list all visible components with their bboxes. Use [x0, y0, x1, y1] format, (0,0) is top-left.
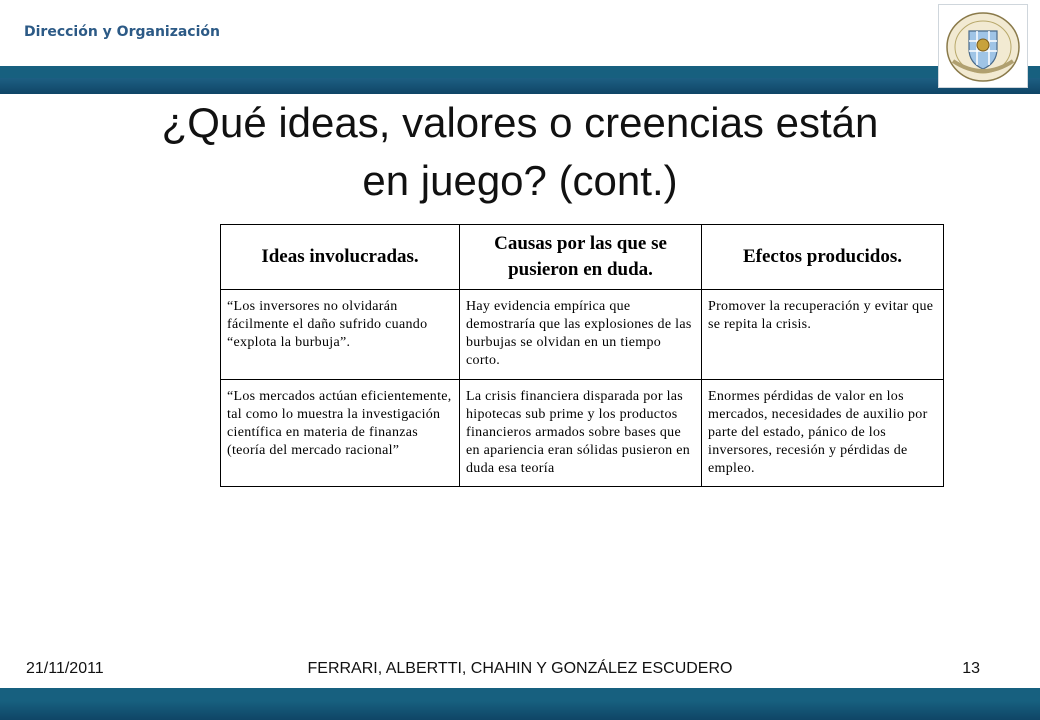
- cell-idea: “Los inversores no olvidarán fácilmente el daño sufrido cuando “explota la burbuja”.: [221, 290, 460, 380]
- ideas-table-wrap: [220, 224, 943, 487]
- footer-date: 21/11/2011: [26, 660, 104, 677]
- header-ideas: Ideas involucradas.: [221, 225, 460, 290]
- title-line-1: ¿Qué ideas, valores o creencias están: [161, 99, 879, 146]
- title-line-2: en juego? (cont.): [362, 157, 678, 204]
- cell-idea: “Los mercados actúan eficientemente, tal como lo muestra la investigación científica en materia de finanzas (teoría del mercado racional”: [221, 380, 460, 487]
- bottom-bar: [0, 688, 1040, 720]
- footer-authors: FERRARI, ALBERTTI, CHAHIN Y GONZÁLEZ ESCUDERO: [307, 660, 733, 677]
- page-title: [20, 94, 1020, 210]
- table-row: [221, 380, 944, 487]
- cell-cause: La crisis financiera disparada por las hipotecas sub prime y los productos financieros armados sobre bases que en apariencia eran sólidas pusieron en duda esa teoría: [460, 380, 702, 487]
- table-header-row: [221, 225, 944, 290]
- page-number: 13: [962, 660, 980, 677]
- top-bar-shadow: [0, 78, 1040, 94]
- cell-effect: Enormes pérdidas de valor en los mercados, necesidades de auxilio por parte del estado, pánico de los inversores, recesión y pérdidas de empleo.: [702, 380, 944, 487]
- crest-logo: [938, 4, 1028, 88]
- institution-crest-icon: [939, 5, 1027, 87]
- header-effects: Efectos producidos.: [702, 225, 944, 290]
- table-row: [221, 290, 944, 380]
- cell-effect: Promover la recuperación y evitar que se repita la crisis.: [702, 290, 944, 380]
- organization-label: Dirección y Organización: [24, 24, 220, 40]
- ideas-table: [220, 224, 944, 487]
- top-bar: [0, 66, 1040, 78]
- cell-cause: Hay evidencia empírica que demostraría que las explosiones de las burbujas se olvidan en un tiempo corto.: [460, 290, 702, 380]
- header-causes: Causas por las que se pusieron en duda.: [460, 225, 702, 290]
